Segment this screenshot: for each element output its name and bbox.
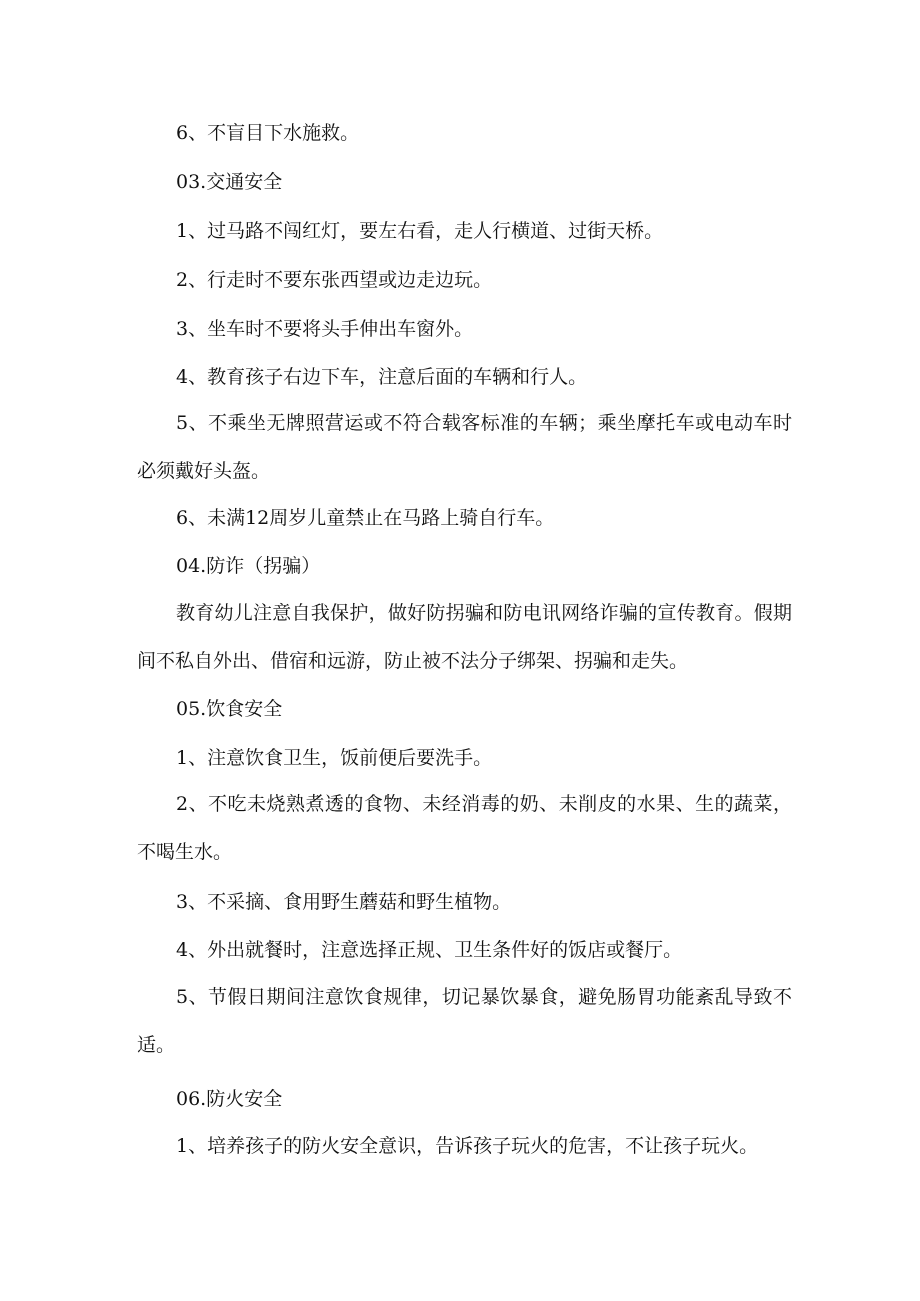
paragraph: 3、坐车时不要将头手伸出车窗外。: [176, 318, 474, 340]
paragraph: 1、注意饮食卫生，饭前便后要洗手。: [176, 747, 493, 769]
paragraph: 4、教育孩子右边下车，注意后面的车辆和行人。: [176, 366, 588, 388]
section-heading: 06.防火安全: [176, 1088, 283, 1110]
paragraph: 6、未满12周岁儿童禁止在马路上骑自行车。: [176, 507, 555, 529]
paragraph: 3、不采摘、食用野生蘑菇和野生植物。: [176, 891, 512, 913]
section-heading: 05.饮食安全: [176, 698, 283, 720]
paragraph: 2、行走时不要东张西望或边走边玩。: [176, 269, 493, 291]
paragraph: 教育幼儿注意自我保护，做好防拐骗和防电讯网络诈骗的宣传教育。假期间不私自外出、借宿和远游，防止被不法分子绑架、拐骗和走失。: [137, 602, 792, 672]
paragraph: 6、不盲目下水施救。: [176, 122, 360, 144]
section-heading: 03.交通安全: [176, 171, 283, 193]
paragraph: 1、培养孩子的防火安全意识，告诉孩子玩火的危害，不让孩子玩火。: [176, 1135, 759, 1157]
section-heading: 04.防诈（拐骗）: [176, 555, 321, 577]
paragraph: 1、过马路不闯红灯，要左右看，走人行横道、过街天桥。: [176, 220, 664, 242]
paragraph: 5、节假日期间注意饮食规律，切记暴饮暴食，避免肠胃功能紊乱导致不适。: [137, 986, 792, 1056]
paragraph: 2、不吃未烧熟煮透的食物、未经消毒的奶、未削皮的水果、生的蔬菜，不喝生水。: [137, 793, 792, 863]
paragraph: 4、外出就餐时，注意选择正规、卫生条件好的饭店或餐厅。: [176, 939, 683, 961]
paragraph: 5、不乘坐无牌照营运或不符合载客标准的车辆；乘坐摩托车或电动车时必须戴好头盔。: [137, 412, 792, 482]
